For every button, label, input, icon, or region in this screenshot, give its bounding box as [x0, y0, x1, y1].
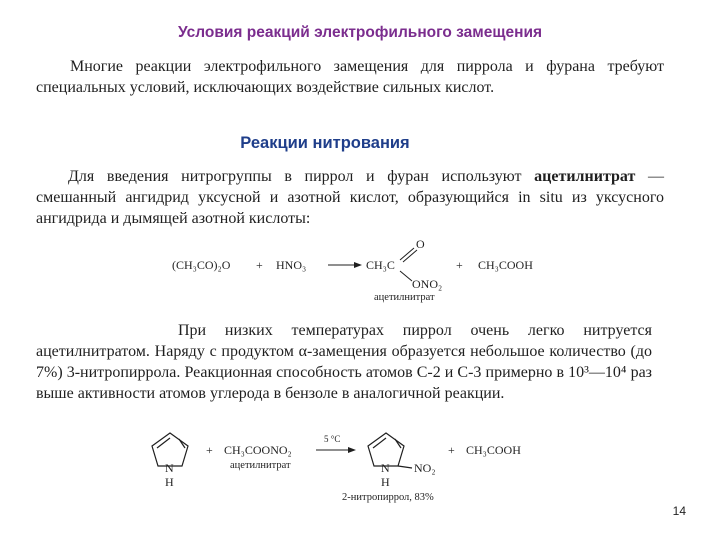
pyrrole-nitration-equation — [140, 428, 560, 508]
plus-sign: + — [456, 258, 463, 272]
nitration-text-after: — смешанный ангидрид уксусной и азотной кислот, образующийся in situ из уксусного ангидрида и дымящей азотной кислоты: — [36, 168, 665, 227]
single-bond-line — [400, 271, 412, 281]
byproduct-acetic-acid: CH₃COOH — [466, 443, 521, 457]
product-carbon: CH₃C — [366, 258, 395, 272]
pyrrole-n-right: N — [381, 461, 390, 475]
reagent-label: ацетилнитрат — [230, 460, 291, 471]
product-oxygen: O — [416, 237, 425, 251]
byproduct-acetic-acid: CH₃COOH — [478, 258, 533, 272]
product-ono2: ONO₂ — [412, 277, 443, 291]
reagent-nitric-acid: HNO₃ — [276, 258, 307, 272]
acetyl-nitrate-term: ацетилнитрат — [534, 168, 636, 185]
low-temperature-paragraph: При низких температурах пиррол очень легко нитруется ацетилнитратом. Наряду с продуктом α-замещения образуется небольшое количество (до 7%) 3-нитропиррола. Реакционная способность атомов С-2 и С-3 примерно в 10³—10⁴ раз выше активности атомов углерода в бензоле в аналогичной реакции. — [36, 322, 652, 402]
reaction-arrow-head — [354, 262, 362, 268]
temperature-condition: 5 °C — [324, 434, 341, 444]
plus-sign: + — [256, 258, 263, 272]
reagent-acetic-anhydride: (CH₃CO)₂O — [172, 258, 231, 272]
reaction-arrow-head — [348, 447, 356, 453]
section-title: Реакции нитрования — [240, 134, 410, 152]
nitration-paragraph — [36, 166, 664, 229]
acetyl-nitrate-label: ацетилнитрат — [374, 292, 435, 303]
plus-sign: + — [448, 443, 455, 457]
pyrrole-h-left: H — [165, 475, 174, 489]
nitration-text-before: Для введения нитрогруппы в пиррол и фуран используют — [68, 168, 535, 185]
intro-paragraph: Многие реакции электрофильного замещения для пиррола и фурана требуют специальных условий, исключающих воздействие сильных кислот. — [36, 58, 664, 96]
product-yield-label: 2-нитропиррол, 83% — [342, 492, 434, 503]
plus-sign: + — [206, 443, 213, 457]
slide-title: Условия реакций электрофильного замещения — [177, 24, 543, 41]
reagent-acetyl-nitrate: CH₃COONO₂ — [224, 443, 292, 457]
acetyl-nitrate-equation — [160, 236, 580, 306]
nitro-group: NO₂ — [414, 461, 436, 475]
page-number: 14 — [672, 504, 686, 518]
pyrrole-n-left: N — [165, 461, 174, 475]
pyrrole-h-right: H — [381, 475, 390, 489]
nitropyrrole-ring — [368, 433, 412, 468]
